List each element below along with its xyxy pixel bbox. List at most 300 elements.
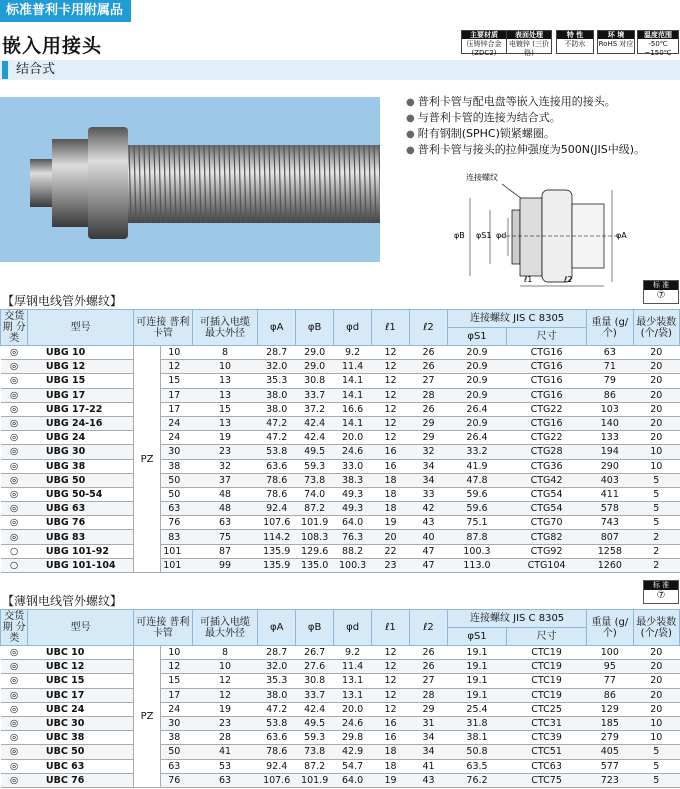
table-cell: ◎ xyxy=(1,431,28,445)
header-delivery: 交货期 分类 xyxy=(1,310,28,346)
table-row xyxy=(1,759,680,773)
table-cell: 10 xyxy=(192,660,257,674)
table-cell: UBG 17-22 xyxy=(28,402,133,416)
diagram-dim-A: φA xyxy=(616,231,627,240)
table-cell: 13.1 xyxy=(334,688,372,702)
table-cell: 20.9 xyxy=(447,346,506,360)
table-cell: 28 xyxy=(192,731,257,745)
table-cell: 24 xyxy=(161,416,193,430)
table-cell: 20 xyxy=(633,416,679,430)
table-cell: 12 xyxy=(192,688,257,702)
table-cell: 63.5 xyxy=(447,759,506,773)
table-cell: ◎ xyxy=(1,487,28,501)
table-cell: 76.2 xyxy=(447,773,506,787)
table-cell: ○ xyxy=(1,558,28,572)
feature-list xyxy=(406,94,645,158)
table-cell: 14.1 xyxy=(334,416,372,430)
table-cell: 20 xyxy=(633,688,679,702)
table-cell: 9.2 xyxy=(334,646,372,660)
table-cell: CTC75 xyxy=(507,773,587,787)
table-cell: 59.6 xyxy=(447,487,506,501)
table-cell: 13.1 xyxy=(334,674,372,688)
table-cell: ◎ xyxy=(1,459,28,473)
table-cell: 12 xyxy=(161,360,193,374)
table-cell: CTG16 xyxy=(507,374,587,388)
header-model: 型号 xyxy=(28,310,133,346)
header-phiA: φA xyxy=(258,310,296,346)
table-cell: 19.1 xyxy=(447,688,506,702)
table-cell: 20 xyxy=(633,660,679,674)
table-cell: UBC 10 xyxy=(28,646,133,660)
table-cell: 10 xyxy=(161,646,193,660)
table-cell: 28 xyxy=(410,688,448,702)
property-badge xyxy=(461,30,507,57)
table-cell: 20 xyxy=(372,530,410,544)
table-cell: 50 xyxy=(161,487,193,501)
table-cell: 20.9 xyxy=(447,360,506,374)
table-cell: 101 xyxy=(161,544,193,558)
table-cell: 53.8 xyxy=(258,716,296,730)
table-cell: 59.3 xyxy=(296,459,334,473)
table-row xyxy=(1,516,680,530)
table-cell: 26 xyxy=(410,660,448,674)
table-cell: UBG 30 xyxy=(28,445,133,459)
table-row xyxy=(1,544,680,558)
table-cell: 20 xyxy=(633,431,679,445)
standard-badge-symbol: ⑦ xyxy=(656,590,666,601)
table-cell: CTG16 xyxy=(507,388,587,402)
property-badge-body: 不防水 xyxy=(564,40,586,48)
table-cell: 22 xyxy=(372,544,410,558)
table-cell: 29.8 xyxy=(334,731,372,745)
table-cell: 38.0 xyxy=(258,688,296,702)
table-cell: CTG22 xyxy=(507,402,587,416)
table-cell: 290 xyxy=(587,459,633,473)
header-phiA: φA xyxy=(258,610,296,646)
table-cell: 2 xyxy=(633,544,679,558)
table-cell: 20 xyxy=(633,402,679,416)
table-row xyxy=(1,558,680,572)
subtitle: 结合式 xyxy=(16,62,56,77)
table-cell: UBG 83 xyxy=(28,530,133,544)
table-cell: 10 xyxy=(192,360,257,374)
table-cell: CTC19 xyxy=(507,674,587,688)
table-row xyxy=(1,402,680,416)
table-cell: ◎ xyxy=(1,402,28,416)
thin-section-heading: 【薄钢电线管外螺纹】 xyxy=(2,594,123,608)
table-cell: 76.3 xyxy=(334,530,372,544)
table-cell: 47 xyxy=(410,558,448,572)
table-cell: 101 xyxy=(161,558,193,572)
table-cell: CTG54 xyxy=(507,487,587,501)
table-cell: 1258 xyxy=(587,544,633,558)
table-cell: 28.7 xyxy=(258,346,296,360)
table-cell: 38.0 xyxy=(258,388,296,402)
table-cell: 100 xyxy=(587,646,633,660)
table-cell: UBG 50 xyxy=(28,473,133,487)
table-cell: 16 xyxy=(372,459,410,473)
table-row xyxy=(1,388,680,402)
table-cell: 78.6 xyxy=(258,473,296,487)
table-cell: 63 xyxy=(161,759,193,773)
table-cell: 38 xyxy=(161,459,193,473)
table-row xyxy=(1,346,680,360)
table-cell: 49.3 xyxy=(334,502,372,516)
header-size: 尺寸 xyxy=(507,328,587,346)
table-cell: 95 xyxy=(587,660,633,674)
table-cell: 723 xyxy=(587,773,633,787)
table-cell: 26.4 xyxy=(447,402,506,416)
table-cell: 38.3 xyxy=(334,473,372,487)
table-cell: 42.4 xyxy=(296,702,334,716)
table-cell: 18 xyxy=(372,745,410,759)
table-cell: 15 xyxy=(161,374,193,388)
table-cell: 76 xyxy=(161,516,193,530)
table-cell: 12 xyxy=(372,674,410,688)
table-cell: 75 xyxy=(192,530,257,544)
header-cable: 可插入电缆 最大外径 xyxy=(192,610,257,646)
thick-spec-table xyxy=(0,309,680,573)
property-badge-head: 环 境 xyxy=(598,31,634,39)
table-cell: 32 xyxy=(192,459,257,473)
table-cell: 133 xyxy=(587,431,633,445)
table-cell: 99 xyxy=(192,558,257,572)
table-cell: 405 xyxy=(587,745,633,759)
table-cell: CTG16 xyxy=(507,360,587,374)
fitting-illustration xyxy=(0,97,380,262)
table-cell: 34 xyxy=(410,473,448,487)
table-cell: 40 xyxy=(410,530,448,544)
table-cell: UBG 101-104 xyxy=(28,558,133,572)
header-cable: 可插入电缆 最大外径 xyxy=(192,310,257,346)
table-cell: 13 xyxy=(192,374,257,388)
table-cell: UBG 24-16 xyxy=(28,416,133,430)
table-cell: 108.3 xyxy=(296,530,334,544)
standard-badge-head: 标 准 xyxy=(644,581,678,590)
table-cell: UBG 101-92 xyxy=(28,544,133,558)
standard-badge-head: 标 准 xyxy=(644,281,678,290)
table-cell: UBC 63 xyxy=(28,759,133,773)
table-cell: 37.2 xyxy=(296,402,334,416)
header-phid: φd xyxy=(334,310,372,346)
table-cell: 100.3 xyxy=(334,558,372,572)
table-cell: 26.4 xyxy=(447,431,506,445)
table-cell: CTG22 xyxy=(507,431,587,445)
table-cell: 20.9 xyxy=(447,416,506,430)
table-cell: 78.6 xyxy=(258,745,296,759)
table-cell: 73.8 xyxy=(296,745,334,759)
table-cell: UBG 12 xyxy=(28,360,133,374)
table-row xyxy=(1,674,680,688)
table-cell: 41.9 xyxy=(447,459,506,473)
table-cell: 24.6 xyxy=(334,445,372,459)
table-cell: UBC 17 xyxy=(28,688,133,702)
table-cell: 20 xyxy=(633,374,679,388)
table-cell: 29 xyxy=(410,431,448,445)
table-cell: 129.6 xyxy=(296,544,334,558)
table-cell: CTC25 xyxy=(507,702,587,716)
table-cell: 35.3 xyxy=(258,374,296,388)
table-cell: 18 xyxy=(372,502,410,516)
table-cell: 87.2 xyxy=(296,502,334,516)
table-cell: 29 xyxy=(410,702,448,716)
table-cell: CTC19 xyxy=(507,660,587,674)
product-photo xyxy=(0,97,380,262)
table-cell: 29.0 xyxy=(296,346,334,360)
table-cell: 26 xyxy=(410,402,448,416)
table-cell: 20.9 xyxy=(447,388,506,402)
table-cell: ◎ xyxy=(1,374,28,388)
property-badge xyxy=(556,30,594,54)
header-model: 型号 xyxy=(28,610,133,646)
table-cell: 26 xyxy=(410,346,448,360)
table-row xyxy=(1,459,680,473)
table-cell: 12 xyxy=(372,688,410,702)
table-cell: 59.6 xyxy=(447,502,506,516)
property-badge-body: -50℃ ~150℃ xyxy=(644,40,672,57)
table-cell: 12 xyxy=(372,388,410,402)
table-cell: 11.4 xyxy=(334,360,372,374)
table-cell: 77 xyxy=(587,674,633,688)
subtitle-bar xyxy=(0,60,680,80)
diagram-dim-l1: ℓ1 xyxy=(524,275,533,284)
table-cell: 19.1 xyxy=(447,674,506,688)
table-cell: 12 xyxy=(192,674,257,688)
table-row xyxy=(1,716,680,730)
table-cell: 63.6 xyxy=(258,731,296,745)
table-cell: 31 xyxy=(410,716,448,730)
table-cell: ◎ xyxy=(1,745,28,759)
table-cell: 43 xyxy=(410,516,448,530)
table-row xyxy=(1,374,680,388)
feature-item: ● 普利卡管与配电盘等嵌入连接用的接头。 xyxy=(406,94,645,110)
table-cell: 12 xyxy=(372,346,410,360)
table-cell: 135.9 xyxy=(258,558,296,572)
table-cell: 279 xyxy=(587,731,633,745)
table-cell: 54.7 xyxy=(334,759,372,773)
table-cell: CTC19 xyxy=(507,688,587,702)
table-cell: 32.0 xyxy=(258,360,296,374)
table-cell: 807 xyxy=(587,530,633,544)
property-badge-head: 表面处理 xyxy=(507,31,551,39)
feature-item: ● 附有钢制(SPHC)锁紧螺圈。 xyxy=(406,126,645,142)
table-cell: 107.6 xyxy=(258,773,296,787)
header-phiB: φB xyxy=(296,310,334,346)
table-cell: 194 xyxy=(587,445,633,459)
table-cell: ◎ xyxy=(1,502,28,516)
table-cell: CTC39 xyxy=(507,731,587,745)
table-row xyxy=(1,416,680,430)
table-cell: CTG82 xyxy=(507,530,587,544)
header-delivery: 交货期 分类 xyxy=(1,610,28,646)
table-cell: 17 xyxy=(161,402,193,416)
table-cell: UBG 63 xyxy=(28,502,133,516)
table-cell: CTC63 xyxy=(507,759,587,773)
table-cell: UBC 50 xyxy=(28,745,133,759)
table-cell: 12 xyxy=(372,360,410,374)
property-badge-head: 特 性 xyxy=(557,31,593,39)
table-cell: 17 xyxy=(161,388,193,402)
table-cell: 53 xyxy=(192,759,257,773)
table-cell: 24 xyxy=(161,431,193,445)
table-cell: 64.0 xyxy=(334,516,372,530)
table-cell: 38 xyxy=(161,731,193,745)
table-cell: 42.4 xyxy=(296,416,334,430)
header-l2: ℓ2 xyxy=(410,610,448,646)
table-cell: UBC 12 xyxy=(28,660,133,674)
table-cell: 63 xyxy=(587,346,633,360)
table-cell: 8 xyxy=(192,646,257,660)
table-cell: 17 xyxy=(161,688,193,702)
table-row xyxy=(1,731,680,745)
table-cell: 10 xyxy=(633,731,679,745)
table-cell: UBC 30 xyxy=(28,716,133,730)
table-cell: 33.2 xyxy=(447,445,506,459)
table-cell: UBG 17 xyxy=(28,388,133,402)
table-cell: 10 xyxy=(633,445,679,459)
table-cell: CTG104 xyxy=(507,558,587,572)
table-row xyxy=(1,473,680,487)
table-cell: 35.3 xyxy=(258,674,296,688)
property-badge xyxy=(506,30,552,57)
table-cell: 92.4 xyxy=(258,502,296,516)
feature-item: ● 与普利卡管的连接为结合式。 xyxy=(406,110,645,126)
table-cell: 185 xyxy=(587,716,633,730)
table-cell: 37 xyxy=(192,473,257,487)
table-cell: UBG 24 xyxy=(28,431,133,445)
table-cell: 86 xyxy=(587,688,633,702)
header-phiB: φB xyxy=(296,610,334,646)
table-cell: 24 xyxy=(161,702,193,716)
table-cell: 20 xyxy=(633,674,679,688)
table-cell: 47.2 xyxy=(258,416,296,430)
table-cell: ◎ xyxy=(1,716,28,730)
table-cell: 12 xyxy=(372,402,410,416)
table-cell: 49.3 xyxy=(334,487,372,501)
table-cell: 577 xyxy=(587,759,633,773)
table-row xyxy=(1,646,680,660)
thin-spec-table xyxy=(0,609,680,788)
header-thread: 连接螺纹 JIS C 8305 xyxy=(447,310,586,328)
table-cell: 59.3 xyxy=(296,731,334,745)
table-cell: ◎ xyxy=(1,773,28,787)
table-cell: 743 xyxy=(587,516,633,530)
header-weight: 重量 (g/个) xyxy=(587,610,633,646)
table-cell: ◎ xyxy=(1,688,28,702)
table-cell: 50 xyxy=(161,745,193,759)
table-cell: 20 xyxy=(633,388,679,402)
table-cell: 33.7 xyxy=(296,388,334,402)
table-cell: 107.6 xyxy=(258,516,296,530)
table-cell: ○ xyxy=(1,544,28,558)
material-code: PZ xyxy=(133,346,160,573)
table-cell: 10 xyxy=(633,459,679,473)
table-cell: 9.2 xyxy=(334,346,372,360)
table-cell: 5 xyxy=(633,759,679,773)
table-cell: 88.2 xyxy=(334,544,372,558)
table-cell: 50.8 xyxy=(447,745,506,759)
table-cell: 135.0 xyxy=(296,558,334,572)
table-cell: 5 xyxy=(633,487,679,501)
table-cell: 23 xyxy=(192,445,257,459)
table-cell: 79 xyxy=(587,374,633,388)
table-cell: 73.8 xyxy=(296,473,334,487)
header-conduit: 可连接 普利卡管 xyxy=(133,610,192,646)
table-cell: 20 xyxy=(633,360,679,374)
table-cell: 38.1 xyxy=(447,731,506,745)
table-cell: ◎ xyxy=(1,516,28,530)
table-cell: 20.9 xyxy=(447,374,506,388)
table-cell: 114.2 xyxy=(258,530,296,544)
table-cell: ◎ xyxy=(1,360,28,374)
header-l2: ℓ2 xyxy=(410,310,448,346)
table-cell: 53.8 xyxy=(258,445,296,459)
table-cell: 33.7 xyxy=(296,688,334,702)
standard-badge-symbol: ⑦ xyxy=(656,290,666,301)
table-cell: 100.3 xyxy=(447,544,506,558)
table-cell: 83 xyxy=(161,530,193,544)
table-cell: 16 xyxy=(372,445,410,459)
table-cell: ◎ xyxy=(1,388,28,402)
standard-badge xyxy=(643,580,679,604)
table-cell: 12 xyxy=(372,416,410,430)
table-cell: 49.5 xyxy=(296,716,334,730)
table-cell: ◎ xyxy=(1,646,28,660)
table-cell: 2 xyxy=(633,558,679,572)
table-cell: 47.2 xyxy=(258,702,296,716)
table-row xyxy=(1,702,680,716)
table-cell: 31.8 xyxy=(447,716,506,730)
table-cell: 11.4 xyxy=(334,660,372,674)
table-cell: 48 xyxy=(192,502,257,516)
table-cell: 50 xyxy=(161,473,193,487)
table-cell: 42 xyxy=(410,502,448,516)
table-cell: 47.8 xyxy=(447,473,506,487)
table-cell: UBG 50-54 xyxy=(28,487,133,501)
table-cell: 78.6 xyxy=(258,487,296,501)
table-cell: 411 xyxy=(587,487,633,501)
table-cell: 13 xyxy=(192,388,257,402)
table-cell: CTC19 xyxy=(507,646,587,660)
table-cell: 103 xyxy=(587,402,633,416)
header-phiS1: φS1 xyxy=(447,628,506,646)
table-cell: 47 xyxy=(410,544,448,558)
table-cell: 49.5 xyxy=(296,445,334,459)
table-cell: ◎ xyxy=(1,674,28,688)
table-cell: UBG 76 xyxy=(28,516,133,530)
header-size: 尺寸 xyxy=(507,628,587,646)
table-cell: ◎ xyxy=(1,346,28,360)
table-cell: 129 xyxy=(587,702,633,716)
table-cell: 18 xyxy=(372,473,410,487)
table-cell: CTG28 xyxy=(507,445,587,459)
table-row xyxy=(1,502,680,516)
table-cell: 15 xyxy=(161,674,193,688)
table-cell: 87.2 xyxy=(296,759,334,773)
table-cell: 42.9 xyxy=(334,745,372,759)
table-cell: 19.1 xyxy=(447,660,506,674)
table-cell: 5 xyxy=(633,773,679,787)
table-cell: 38.0 xyxy=(258,402,296,416)
table-cell: 101.9 xyxy=(296,773,334,787)
table-cell: 63.6 xyxy=(258,459,296,473)
table-cell: 403 xyxy=(587,473,633,487)
standard-badge xyxy=(643,280,679,304)
table-cell: CTG36 xyxy=(507,459,587,473)
table-cell: 14.1 xyxy=(334,388,372,402)
table-cell: 135.9 xyxy=(258,544,296,558)
table-cell: 30 xyxy=(161,445,193,459)
